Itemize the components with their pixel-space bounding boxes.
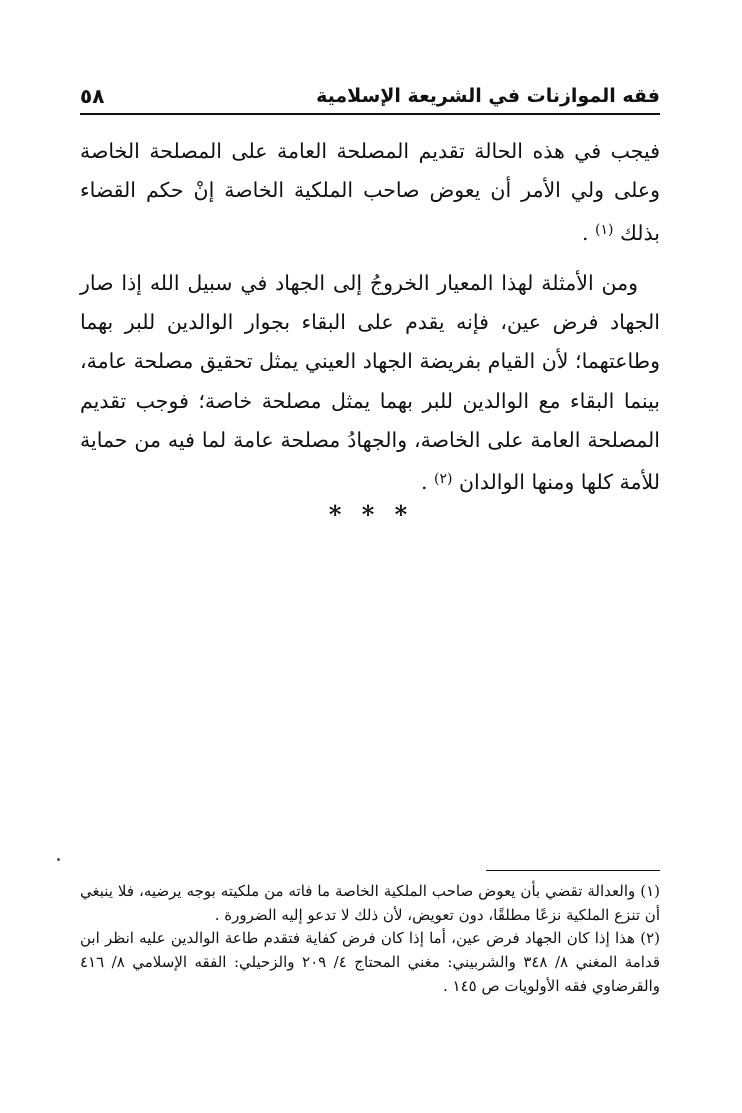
scan-speck	[57, 858, 60, 861]
footnote-ref-1: (١)	[595, 221, 614, 238]
footnote-rule	[486, 870, 660, 871]
footnote-ref-2: (٢)	[434, 471, 453, 488]
paragraph-2-end: .	[420, 470, 434, 495]
page-number: ٥٨	[80, 84, 105, 108]
footnote-1: (١) والعدالة تقضي بأن يعوض صاحب الملكية الخاصة ما فاته من ملكيته بوجه يرضيه، فلا ينبغي أن تنزع الملكية نزعًا مطلقًا، دون تعويض، لأن ذلك لا تدعو إليه الضرورة .	[80, 882, 660, 924]
footnotes	[80, 880, 660, 999]
paragraph-1	[80, 132, 660, 253]
section-separator: * * *	[328, 500, 414, 529]
book-title: فقه الموازنات في الشريعة الإسلامية	[316, 85, 660, 107]
paragraph-2-text: ومن الأمثلة لهذا المعيار الخروجُ إلى الجهاد في سبيل الله إذا صار الجهاد فرض عين، فإنه يقدم على البقاء بجوار الوالدين للبر بهما وطاعتهما؛ لأن القيام بفريضة الجهاد العيني يمثل تحقيق مصلحة عامة، بينما البقاء مع الوالدين للبر بهما يمثل مصلحة خاصة؛ فوجب تقديم المصلحة العامة على الخاصة، والجهادُ مصلحة عامة لما فيه من حماية للأمة كلها ومنها الوالدان	[80, 270, 660, 495]
main-text	[80, 132, 660, 503]
paragraph-1-end: .	[581, 220, 595, 245]
paragraph-2	[80, 264, 660, 503]
paragraph-1-text: فيجب في هذه الحالة تقديم المصلحة العامة على المصلحة الخاصة وعلى ولي الأمر أن يعوض صاحب الملكية الخاصة إنْ حكم القضاء بذلك	[80, 139, 660, 245]
running-header	[80, 82, 660, 112]
header-rule	[80, 113, 660, 115]
footnote-2: (٢) هذا إذا كان الجهاد فرض عين، أما إذا كان فرض كفاية فتقدم طاعة الوالدين عليه انظر ابن قدامة المغني ٨/ ٣٤٨ والشربيني: مغني المحتاج ٤/ ٢٠٩ والزحيلي: الفقه الإسلامي ٨/ ٤١٦ والقرضاوي فقه الأولويات ص ١٤٥ .	[80, 929, 661, 995]
